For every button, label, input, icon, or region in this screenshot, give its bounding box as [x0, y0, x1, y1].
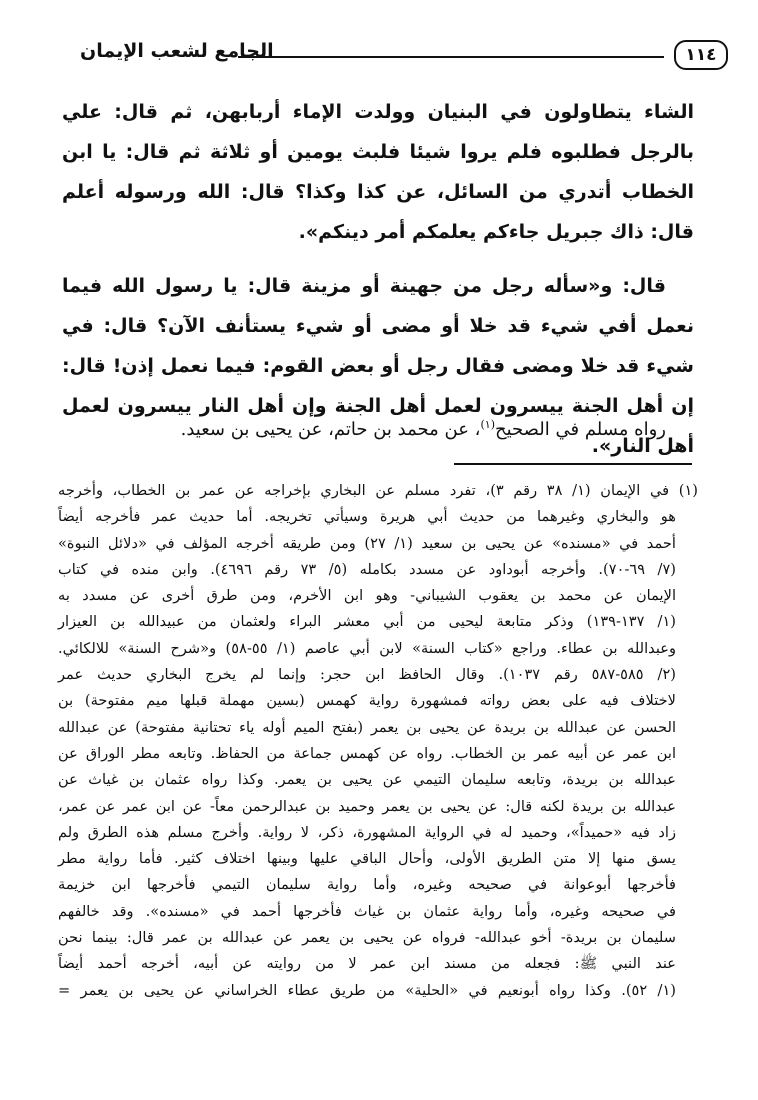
footnote-line: وعبدالله بن عطاء. وراجع «كتاب السنة» لابن أبي عاصم (١/ ٥٥-٥٨) و«شرح السنة» للالكائي. [58, 639, 676, 657]
footnote-line: (١) في الإيمان (١/ ٣٨ رقم ٣)، تفرد مسلم عن البخاري بإخراجه عن عمر بن الخطاب، وأخرجه [58, 482, 698, 499]
footnote-line: (١/ ٥٢). وكذا رواه أبونعيم في «الحلية» من طريق عطاء الخراساني عن يحيى بن يعمر = [58, 981, 676, 999]
footnote-line: عند النبي ﷺ: فجعله من مسند ابن عمر لا من روايته عن أبيه، أخرجه أحمد أيضاً [58, 955, 676, 973]
footnote-line: أحمد في «مسنده» عن يحيى بن سعيد (١/ ٢٧) ومن طريقه أخرجه المؤلف في «دلائل النبوة» [58, 534, 676, 552]
footnote-line: (١/ ١٣٧-١٣٩) وذكر متابعة ليحيى من أبي معشر البراء ولعثمان من عبيدالله بن العيزار [58, 613, 676, 631]
footnote-reference[interactable]: (١) [480, 418, 495, 431]
book-title: الجامع لشعب الإيمان [80, 40, 274, 62]
footnote-separator [454, 463, 692, 465]
narration-text: ، عن محمد بن حاتم، عن يحيى بن سعيد. [180, 419, 481, 440]
footnotes [58, 478, 698, 1004]
footnote-line: زاد فيه «حميداً»، وحميد له في الرواية المشهورة، ذكر، لا رواية. وأخرج مسلم هذه الطرق ولم [58, 823, 676, 841]
header-rule [238, 56, 664, 58]
footnote-line: عبدالله بن بريدة لكنه قال: عن يحيى بن يعمر وحميد بن عبدالرحمن معاً- عن ابن عمر عن عمر، [58, 797, 676, 815]
footnote-line: عبدالله بن بريدة، وتابعه سليمان التيمي عن يحيى بن يعمر. وكذا رواه عثمان بن غياث عن [58, 771, 676, 789]
main-paragraph: الشاء يتطاولون في البنيان وولدت الإماء أربابهن، ثم قال: علي بالرجل فطلبوه فلم يروا شيئا فلبث يومين أو ثلاثة ثم قال: يا ابن الخطاب أتدري من السائل، عن كذا وكذا؟ قال: الله ورسوله أعلم قال: ذاك جبريل جاءكم يعلمكم أمر دينكم». [62, 101, 694, 243]
footnote-line: يسق منها إلا متن الطريق الأولى، وأحال الباقي عليها وبينها اختلاف كثير. فأما رواية مطر [58, 850, 676, 868]
footnote-line: لاختلاف فيه على بعض رواته فمشهورة رواية كهمس (بسين مهملة قبلها ميم مفتوحة) بن [58, 692, 676, 710]
footnote-line: ابن عمر عن أبيه عمر بن الخطاب. رواه عن كهمس جماعة من الحفاظ. وتابعه مطر الوراق عن [58, 744, 676, 762]
narration-text: رواه مسلم في الصحيح [495, 419, 666, 440]
footnote-line: (٢/ ٥٨٥-٥٨٧ رقم ١٠٣٧). وقال الحافظ ابن حجر: وإنما لم يخرج البخاري حديث عمر [58, 666, 676, 684]
running-header [68, 36, 734, 76]
main-paragraph: قال: و«سأله رجل من جهينة أو مزينة قال: يا رسول الله فيما نعمل أفي شيء قد خلا أو مضى أو شيء يستأنف الآن؟ قال: في شيء قد خلا ومضى فقال رجل أو بعض القوم: فيما نعمل إذن! قال: إن أهل الجنة ييسرون لعمل أهل الجنة وإن أهل النار ييسرون لعمل أهل النار». [62, 275, 694, 457]
footnote-line: في صحيحه وغيره، وأما رواية عثمان بن غياث فأخرجها أحمد في «مسنده». وقد خالفهم [58, 902, 676, 920]
footnote-line: (٧/ ٦٩-٧٠). وأخرجه أبوداود عن مسدد بكامله (٥/ ٧٣ رقم ٤٦٩٦). وابن منده في كتاب [58, 560, 676, 578]
footnote-line: فأخرجها أبوعوانة في صحيحه وغيره، وأما رواية سليمان التيمي فأخرجها ابن خزيمة [58, 876, 676, 894]
narration-line [62, 410, 694, 445]
footnote-line: سليمان بن بريدة- أخو عبدالله- فرواه عن يحيى بن يعمر عن عبدالله بن عمر قال: بينما نحن [58, 929, 676, 947]
footnote-line: الإيمان عن محمد بن يعقوب الشيباني- وهو ابن الأخرم، ومن طرق أخرى عن مسدد به [58, 587, 676, 605]
page-number: ١١٤ [674, 40, 728, 70]
footnote-line: هو والبخاري وغيرهما من حديث أبي هريرة وسيأتي تخريجه. أما حديث عمر فأخرجه أيضاً [58, 508, 676, 526]
footnote-line: الحسن عن عبدالله بن بريدة عن يحيى بن يعمر (بفتح الميم أوله ياء تحتانية مفتوحة) عن عبدالله [58, 718, 676, 736]
